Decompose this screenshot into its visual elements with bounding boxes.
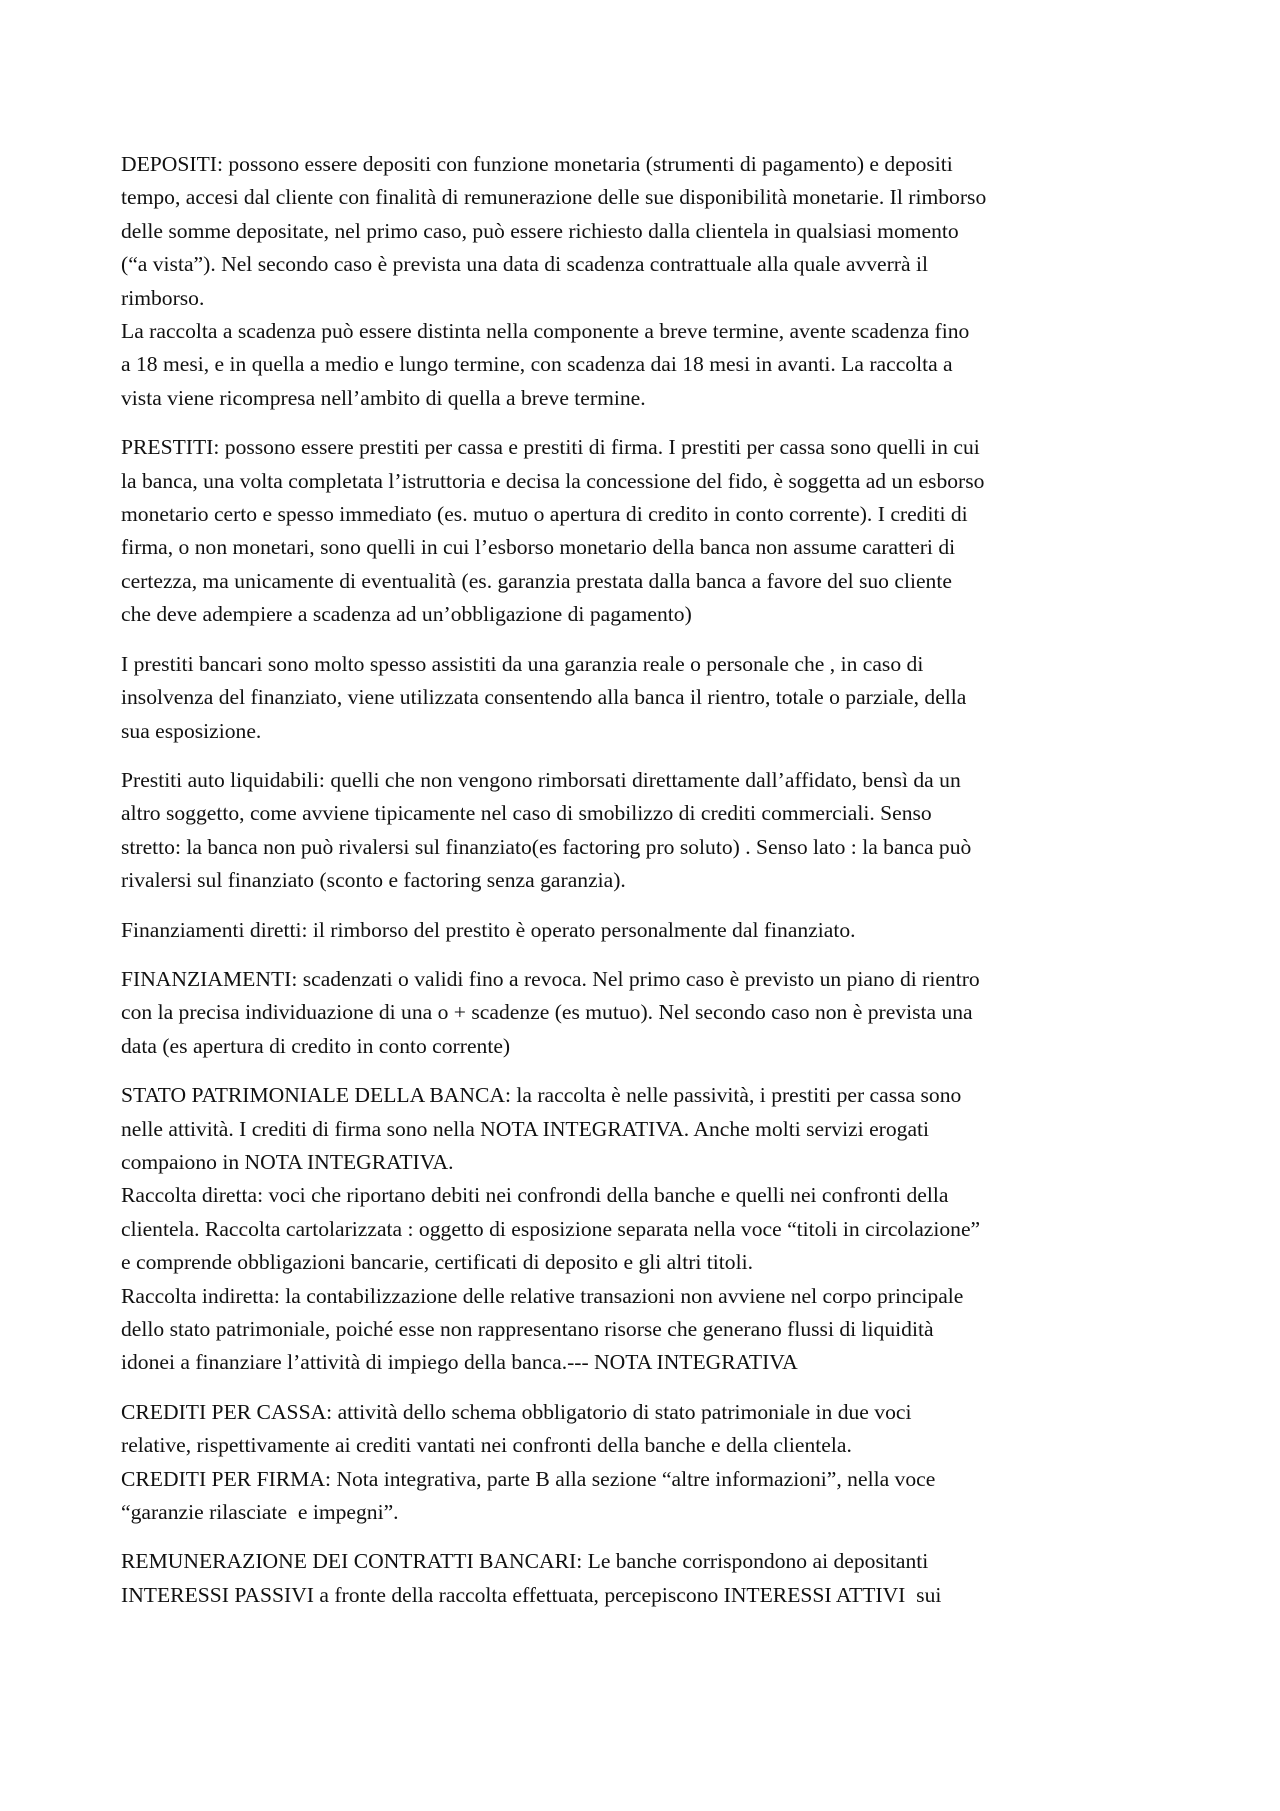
text-line: REMUNERAZIONE DEI CONTRATTI BANCARI: Le banche corrispondono ai depositanti [121, 1549, 929, 1574]
text-line: CREDITI PER CASSA: attività dello schema obbligatorio di stato patrimoniale in due voci [121, 1399, 912, 1424]
text-line: con la precisa individuazione di una o + scadenze (es mutuo). Nel secondo caso non è prevista una [121, 1000, 973, 1025]
text-line: la banca, una volta completata l’istruttoria e decisa la concessione del fido, è soggetta ad un esborso [121, 468, 985, 493]
text-line: Raccolta diretta: voci che riportano debiti nei confrondi della banche e quelli nei confronti della [121, 1183, 949, 1208]
paragraph-prestiti [121, 431, 1167, 631]
text-line: insolvenza del finanziato, viene utilizzata consentendo alla banca il rientro, totale o parziale, della [121, 685, 967, 710]
text-line: DEPOSITI: possono essere depositi con funzione monetaria (strumenti di pagamento) e depositi [121, 152, 953, 176]
text-line: clientela. Raccolta cartolarizzata : oggetto di esposizione separata nella voce “titoli in circolazione” [121, 1216, 981, 1241]
text-line: PRESTITI: possono essere prestiti per cassa e prestiti di firma. I prestiti per cassa sono quelli in cui [121, 435, 980, 460]
text-line: (“a vista”). Nel secondo caso è prevista una data di scadenza contrattuale alla quale avverrà il [121, 252, 928, 277]
paragraph-stato-patrimoniale [121, 1079, 1167, 1380]
paragraph-crediti [121, 1396, 1167, 1530]
text-line: “garanzie rilasciate e impegni”. [121, 1500, 399, 1525]
text-line: data (es apertura di credito in conto corrente) [121, 1033, 511, 1058]
text-line: rivalersi sul finanziato (sconto e factoring senza garanzia). [121, 868, 626, 893]
text-line: idonei a finanziare l’attività di impiego della banca.--- NOTA INTEGRATIVA [121, 1350, 798, 1375]
text-line: tempo, accesi dal cliente con finalità di remunerazione delle sue disponibilità monetarie. Il rimborso [121, 185, 987, 210]
text-line: Finanziamenti diretti: il rimborso del prestito è operato personalmente dal finanziato. [121, 917, 856, 942]
text-line: I prestiti bancari sono molto spesso assistiti da una garanzia reale o personale che , in caso di [121, 651, 924, 676]
text-line: compaiono in NOTA INTEGRATIVA. [121, 1149, 454, 1174]
text-line: Prestiti auto liquidabili: quelli che non vengono rimborsati direttamente dall’affidato, bensì da un [121, 767, 961, 792]
text-line: e comprende obbligazioni bancarie, certificati di deposito e gli altri titoli. [121, 1250, 753, 1275]
text-line: dello stato patrimoniale, poiché esse non rappresentano risorse che generano flussi di liquidità [121, 1317, 934, 1341]
text-line: Raccolta indiretta: la contabilizzazione delle relative transazioni non avviene nel corpo principale [121, 1283, 964, 1308]
text-line: delle somme depositate, nel primo caso, può essere richiesto dalla clientela in qualsiasi momento [121, 218, 959, 243]
text-line: relative, rispettivamente ai crediti vantati nei confronti della banche e della clientela. [121, 1433, 852, 1458]
paragraph-prestiti-bancari [121, 648, 1167, 748]
text-line: altro soggetto, come avviene tipicamente nel caso di smobilizzo di crediti commerciali. Senso [121, 801, 932, 826]
text-line: monetario certo e spesso immediato (es. mutuo o apertura di credito in conto corrente). I crediti di [121, 502, 968, 527]
paragraph-finanziamenti-diretti [121, 914, 1167, 947]
text-line: che deve adempiere a scadenza ad un’obbligazione di pagamento) [121, 602, 692, 627]
document-page [121, 148, 1167, 1628]
text-line: vista viene ricompresa nell’ambito di quella a breve termine. [121, 385, 646, 410]
text-line: firma, o non monetari, sono quelli in cui l’esborso monetario della banca non assume caratteri di [121, 535, 956, 560]
text-line: CREDITI PER FIRMA: Nota integrativa, parte B alla sezione “altre informazioni”, nella voce [121, 1466, 936, 1491]
text-line: FINANZIAMENTI: scadenzati o validi fino a revoca. Nel primo caso è previsto un piano di rientro [121, 966, 980, 991]
text-line: stretto: la banca non può rivalersi sul finanziato(es factoring pro soluto) . Senso lato : la banca può [121, 834, 972, 859]
text-line: La raccolta a scadenza può essere distinta nella componente a breve termine, avente scadenza fino [121, 319, 970, 344]
text-line: nelle attività. I crediti di firma sono nella NOTA INTEGRATIVA. Anche molti servizi erogati [121, 1116, 930, 1141]
text-line: sua esposizione. [121, 718, 262, 743]
text-line: certezza, ma unicamente di eventualità (es. garanzia prestata dalla banca a favore del suo cliente [121, 568, 952, 593]
paragraph-finanziamenti [121, 963, 1167, 1063]
text-line: rimborso. [121, 285, 205, 310]
paragraph-prestiti-auto-liquidabili [121, 764, 1167, 898]
paragraph-remunerazione [121, 1545, 1167, 1612]
text-line: STATO PATRIMONIALE DELLA BANCA: la raccolta è nelle passività, i prestiti per cassa sono [121, 1083, 962, 1108]
paragraph-depositi [121, 148, 1167, 415]
text-line: a 18 mesi, e in quella a medio e lungo termine, con scadenza dai 18 mesi in avanti. La raccolta a [121, 352, 953, 377]
text-line: INTERESSI PASSIVI a fronte della raccolta effettuata, percepiscono INTERESSI ATTIVI sui [121, 1582, 942, 1607]
